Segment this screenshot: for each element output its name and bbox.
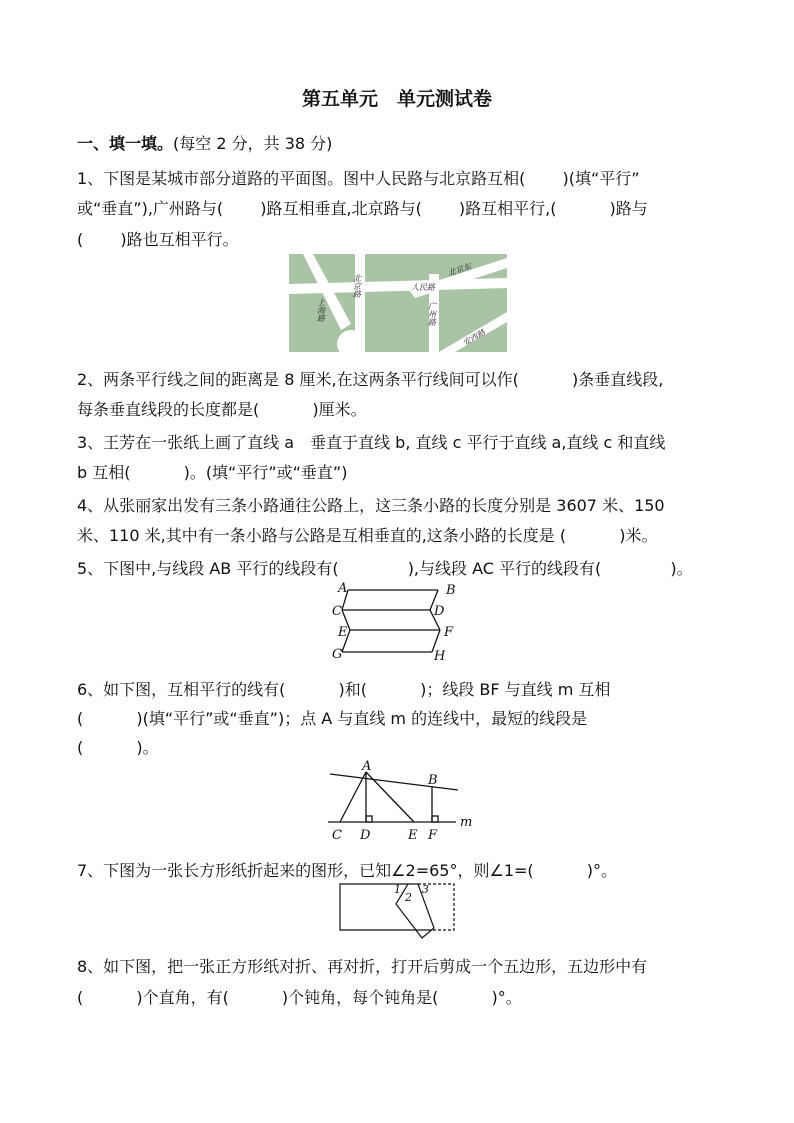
q6-line-1: 6、如下图，互相平行的线有( )和( )；线段 BF 与直线 m 互相 xyxy=(77,680,611,699)
q3-line-2: b 互相( )。(填“平行”或“垂直”) xyxy=(77,463,348,482)
map-label-anxi: 安西路 xyxy=(461,327,487,348)
section-score-note: (每空 2 分，共 38 分) xyxy=(173,134,333,153)
city-road-map xyxy=(289,254,507,352)
label-C: C xyxy=(332,828,342,843)
label-F: F xyxy=(444,625,454,640)
map-label-beijing-east: 北京东 xyxy=(446,261,473,278)
q6-line-2: ( )(填“平行”或“垂直”)；点 A 与直线 m 的连线中，最短的线段是 xyxy=(77,709,588,728)
map-label-guangzhou: 广州路 xyxy=(427,302,437,326)
label-C: C xyxy=(332,604,342,619)
label-H: H xyxy=(434,649,446,664)
label-B: B xyxy=(446,583,456,598)
label-A: A xyxy=(362,759,372,774)
q2-line-2: 每条垂直线段的长度都是( )厘米。 xyxy=(77,400,367,419)
angle-2-label: 2 xyxy=(405,891,412,904)
q6-line-3: ( )。 xyxy=(77,738,159,757)
q4-line-1: 4、从张丽家出发有三条小路通往公路上，这三条小路的长度分别是 3607 米、150 xyxy=(77,496,665,515)
map-label-shanghai: 上海路 xyxy=(316,298,326,322)
map-label-beijing: 北京路 xyxy=(352,274,362,298)
map-label-renmin: 人民路 xyxy=(411,283,435,292)
label-D: D xyxy=(434,604,445,619)
q3-line-1: 3、王芳在一张纸上画了直线 a 垂直于直线 b, 直线 c 平行于直线 a,直线 c 和直线 xyxy=(77,433,666,452)
label-F: F xyxy=(428,828,438,843)
q1-line-1: 1、下图是某城市部分道路的平面图。图中人民路与北京路互相( )(填“平行” xyxy=(77,169,640,188)
perpendicular-lines-figure xyxy=(322,756,478,844)
label-m: m xyxy=(460,815,473,830)
label-D: D xyxy=(360,828,371,843)
q5-line-1: 5、下图中,与线段 AB 平行的线段有( ),与线段 AC 平行的线段有( )。 xyxy=(77,559,693,578)
parallel-segments-figure xyxy=(330,580,470,664)
label-E: E xyxy=(338,625,348,640)
q2-line-1: 2、两条平行线之间的距离是 8 厘米,在这两条平行线间可以作( )条垂直线段, xyxy=(77,370,664,389)
page-title: 第五单元 单元测试卷 xyxy=(301,88,492,110)
q1-line-3: ( )路也互相平行。 xyxy=(77,230,239,249)
label-G: G xyxy=(332,647,343,662)
section-heading xyxy=(77,131,332,154)
q1-line-2: 或“垂直”),广州路与( )路互相垂直,北京路与( )路互相平行,( )路与 xyxy=(77,199,648,218)
folded-paper-figure xyxy=(338,880,462,942)
angle-1-label: 1 xyxy=(394,883,401,896)
angle-3-label: 3 xyxy=(422,883,429,896)
q8-line-1: 8、如下图，把一张正方形纸对折、再对折，打开后剪成一个五边形，五边形中有 xyxy=(77,957,648,976)
label-E: E xyxy=(408,828,418,843)
q4-line-2: 米、110 米,其中有一条小路与公路是互相垂直的,这条小路的长度是 ( )米。 xyxy=(77,526,658,545)
section-title: 一、填一填。 xyxy=(77,134,174,153)
q7-line-1: 7、下图为一张长方形纸折起来的图形，已知∠2=65°，则∠1=( )°。 xyxy=(77,861,617,880)
label-B: B xyxy=(428,773,438,788)
label-A: A xyxy=(338,581,348,596)
q8-line-2: ( )个直角，有( )个钝角，每个钝角是( )°。 xyxy=(77,988,522,1007)
